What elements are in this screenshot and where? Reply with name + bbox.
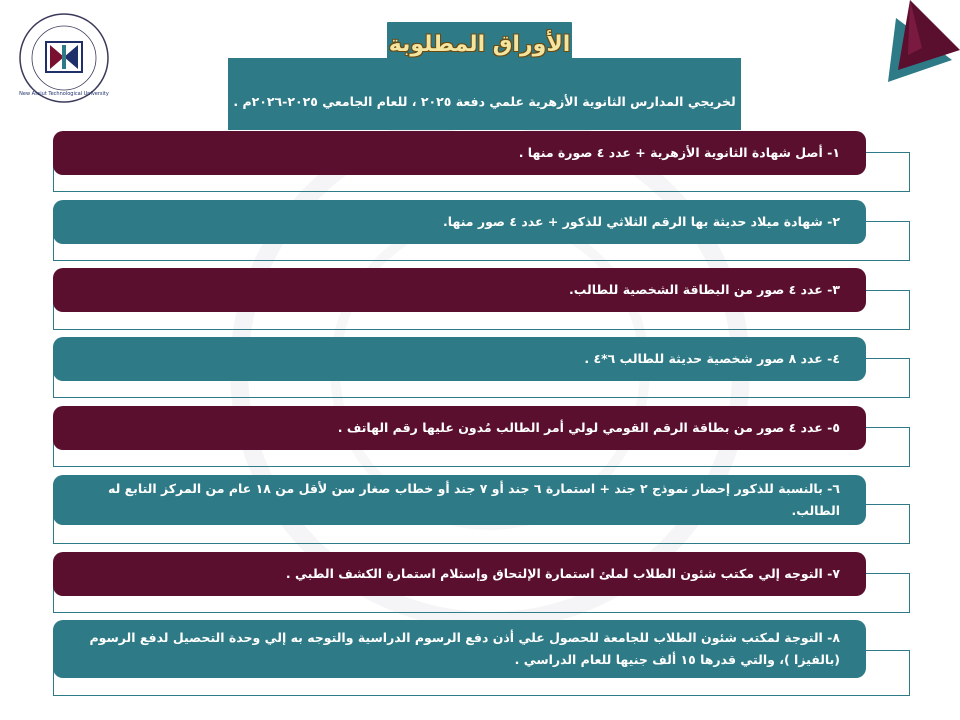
list-item-6	[53, 475, 866, 525]
subtitle-banner	[228, 58, 741, 130]
list-item-1	[53, 131, 866, 175]
list-item-8	[53, 620, 866, 678]
list-item-text: ٢- شهادة ميلاد حديثة بها الرقم الثلاثي للذكور + عدد ٤ صور منها.	[443, 214, 840, 229]
university-logo	[18, 12, 110, 104]
list-item-text: ٤- عدد ٨ صور شخصية حديثة للطالب ٦*٤ .	[584, 351, 840, 366]
svg-text:New Assiut Technological Unive: New Assiut Technological University	[19, 91, 109, 97]
list-item-5	[53, 406, 866, 450]
list-item-text: ٣- عدد ٤ صور من البطاقة الشخصية للطالب.	[569, 282, 840, 297]
list-item-text: ٦- بالنسبة للذكور إحضار نموذج ٢ جند + استمارة ٦ جند أو ٧ جند أو خطاب صغار سن لأقل من ١٨ عام من المركز التابع له الطالب.	[108, 481, 840, 518]
page-title: الأوراق المطلوبة	[388, 31, 571, 57]
list-item-text: ٨- التوجة لمكتب شئون الطلاب للجامعة للحصول علي أذن دفع الرسوم الدراسية والتوجه به إلي وحدة التحصيل لدفع الرسوم (بالفيزا )، والتي قدرها ١٥ ألف جنيها للعام الدراسي .	[89, 630, 840, 667]
list-item-4	[53, 337, 866, 381]
list-item-text: ٧- التوجه إلي مكتب شئون الطلاب لملئ استمارة الإلتحاق وإستلام استمارة الكشف الطبي .	[285, 566, 840, 581]
list-item-2	[53, 200, 866, 244]
list-item-text: ١- أصل شهادة الثانوية الأزهرية + عدد ٤ صورة منها .	[518, 145, 840, 160]
list-item-text: ٥- عدد ٤ صور من بطاقة الرقم القومي لولي أمر الطالب مُدون عليها رقم الهاتف .	[337, 420, 840, 435]
subtitle-text: لخريجي المدارس الثانوية الأزهرية علمي دفعة ٢٠٢٥ ، للعام الجامعي ٢٠٢٥-٢٠٢٦م .	[233, 93, 736, 109]
list-item-7	[53, 552, 866, 596]
list-item-3	[53, 268, 866, 312]
title-banner	[387, 22, 572, 66]
corner-decoration	[860, 0, 960, 100]
